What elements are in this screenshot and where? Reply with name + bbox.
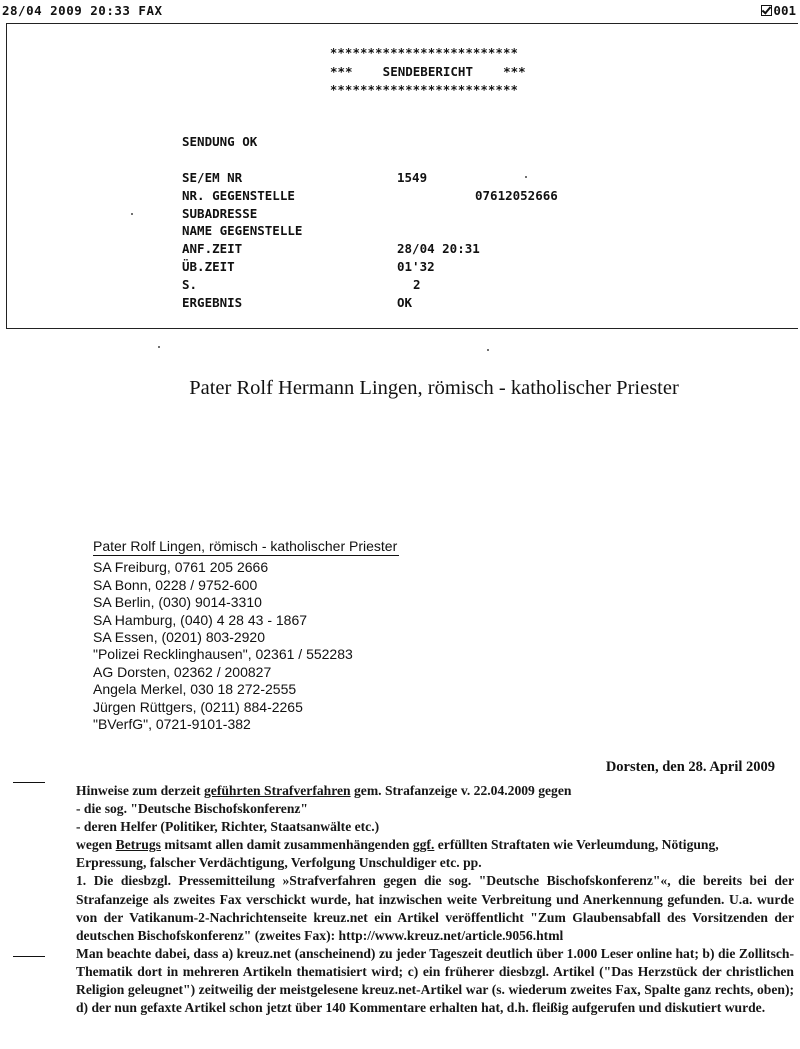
row-label-name-gegenstelle: NAME GEGENSTELLE <box>182 223 303 238</box>
margin-mark <box>13 956 45 957</box>
recipient-line: SA Berlin, (030) 9014-3310 <box>93 594 262 611</box>
row-label-nr-gegenstelle: NR. GEGENSTELLE <box>182 188 295 203</box>
subject-line: Hinweise zum derzeit geführten Strafverfahren gem. Strafanzeige v. 22.04.2009 gegen <box>76 783 572 798</box>
transmission-status: SENDUNG OK <box>182 134 258 149</box>
paragraph-1: 1. Die diesbzgl. Pressemitteilung »Strafverfahren gegen die sog. "Deutsche Bischofskonferenz"«, die bereits bei der Strafanzeige als zweites Fax verschickt wurde, hat inzwischen weite Verbreitung und Anerkennung gefunden. U.a. wurde von der Vatikanum-2-Nachrichtenseite kreuz.net ein Artikel veröffentlicht "Zum Glaubensabfall des Vorsitzenden der deutschen Bischofskonferenz" (zweites Fax): http://www.kreuz.net/article.9056.html <box>76 873 794 943</box>
stars-top: ************************* <box>330 46 519 60</box>
fax-page-counter <box>761 3 796 18</box>
scan-speck <box>525 176 527 178</box>
row-value-anf-zeit: 28/04 20:31 <box>397 241 480 256</box>
recipient-line: AG Dorsten, 02362 / 200827 <box>93 663 272 680</box>
scan-speck <box>131 213 133 215</box>
recipient-line: Jürgen Rüttgers, (0211) 884-2265 <box>93 698 303 715</box>
row-value-nr-gegenstelle: 07612052666 <box>475 188 558 203</box>
body-line: - die sog. "Deutsche Bischofskonferenz" <box>76 801 308 817</box>
paragraph-2: Man beachte dabei, dass a) kreuz.net (anscheinend) zu jeder Tageszeit deutlich über 1.000 Leser online hat; b) die Zollitsch-Thematik dort in mehreren Artikeln thematisiert wird; c) ein früherer diesbzgl. Artikel ("Das Herzstück der christlichen Religion geleugnet") zeitweilig der meistgelesene kreuz.net-Artikel war (s. wiederum zweites Fax, Spalte ganz rechts, oben); d) der nun gefaxte Artikel schon jetzt über 140 Kommentare erhalten hat, d.h. fleißig aufgerufen und diskutiert wurde. <box>76 945 794 1016</box>
recipient-line: SA Hamburg, (040) 4 28 43 - 1867 <box>93 611 308 628</box>
recipient-line: "BVerfG", 0721-9101-382 <box>93 716 251 733</box>
page-number: 001 <box>773 3 796 18</box>
row-value-ub-zeit: 01'32 <box>397 259 435 274</box>
row-label-se-em-nr: SE/EM NR <box>182 170 243 185</box>
recipient-line: SA Bonn, 0228 / 9752-600 <box>93 576 258 593</box>
recipient-line: Angela Merkel, 030 18 272-2555 <box>93 681 297 698</box>
body-line: wegen Betrugs mitsamt allen damit zusammenhängenden ggf. erfüllten Straftaten wie Verleumdung, Nötigung, <box>76 837 719 853</box>
fax-header-timestamp: 28/04 2009 20:33 FAX <box>2 3 163 18</box>
scan-speck <box>487 349 489 351</box>
sender-header: Pater Rolf Lingen, römisch - katholischer Priester <box>93 538 399 556</box>
row-label-subadresse: SUBADRESSE <box>182 206 258 221</box>
row-value-se-em-nr: 1549 <box>397 170 428 185</box>
row-label-seiten: S. <box>182 277 198 292</box>
report-banner: *** SENDEBERICHT *** <box>330 64 526 79</box>
row-value-seiten: 2 <box>413 277 421 292</box>
body-line: - deren Helfer (Politiker, Richter, Staatsanwälte etc.) <box>76 819 380 835</box>
recipient-block <box>93 538 399 733</box>
recipient-line: SA Freiburg, 0761 205 2666 <box>93 559 269 576</box>
checkbox-icon <box>761 5 772 16</box>
date-line: Dorsten, den 28. April 2009 <box>605 759 775 775</box>
scan-speck <box>158 346 160 348</box>
row-label-anf-zeit: ANF.ZEIT <box>182 241 243 256</box>
recipient-line: "Polizei Recklinghausen", 02361 / 552283 <box>93 646 353 663</box>
row-label-ergebnis: ERGEBNIS <box>182 295 243 310</box>
margin-mark <box>13 782 45 783</box>
letter-body <box>76 782 794 1017</box>
row-label-ub-zeit: ÜB.ZEIT <box>182 259 235 274</box>
recipient-line: SA Essen, (0201) 803-2920 <box>93 629 266 646</box>
document-title: Pater Rolf Hermann Lingen, römisch - katholischer Priester <box>189 377 679 399</box>
stars-bottom: ************************* <box>330 83 519 97</box>
row-value-ergebnis: OK <box>397 295 413 310</box>
body-line: Erpressung, falscher Verdächtigung, Verfolgung Unschuldiger etc. pp. <box>76 855 482 871</box>
